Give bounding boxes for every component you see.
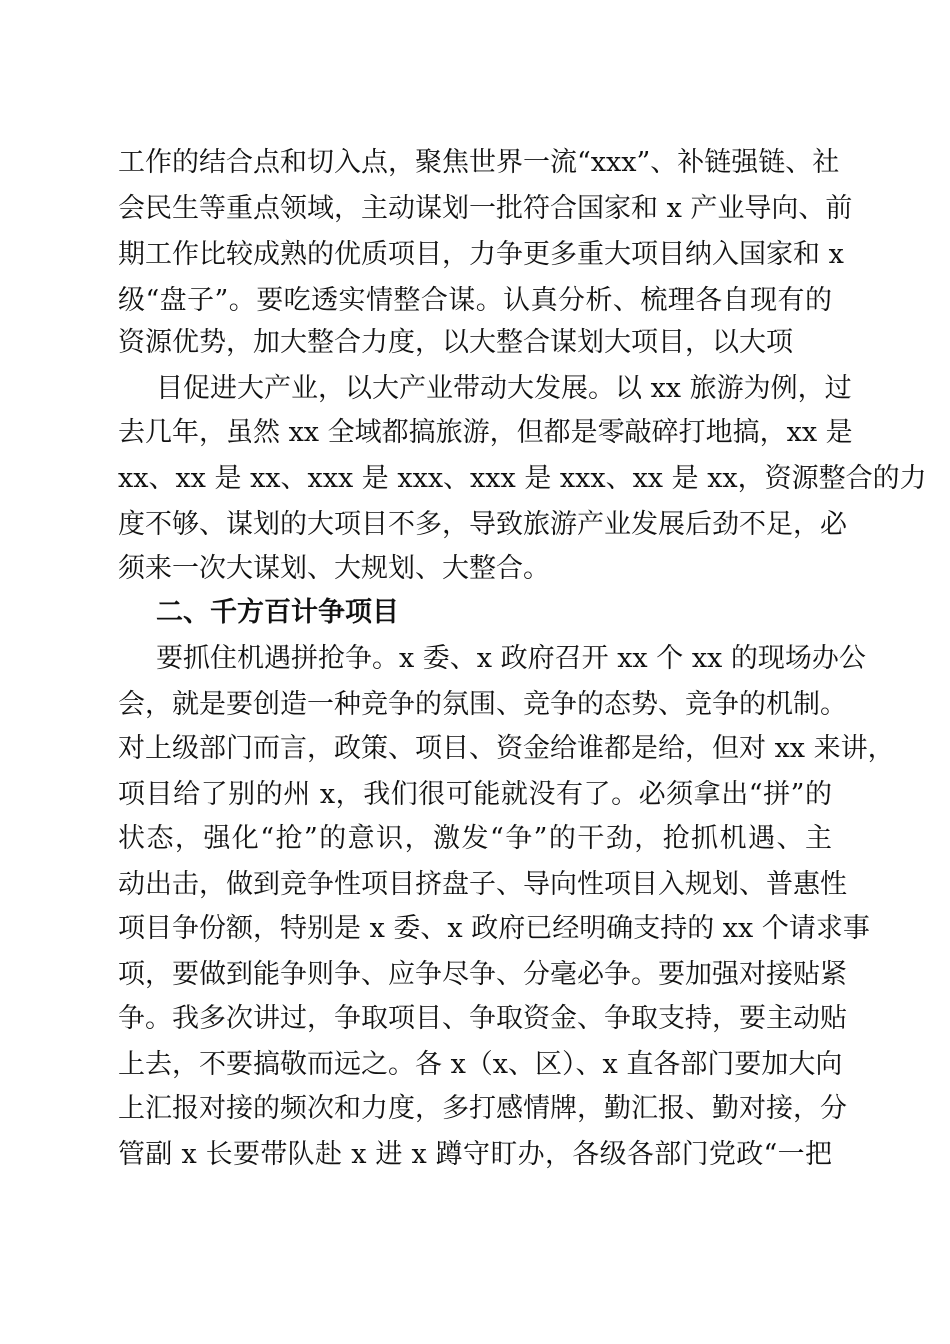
text-line: 项目给了别的州 x，我们很可能就没有了。必须拿出“拼”的: [118, 779, 832, 810]
section-heading: 二、千方百计争项目: [156, 597, 399, 628]
text-line: 资源优势，加大整合力度，以大整合谋划大项目，以大项: [118, 327, 793, 358]
text-line: 目促进大产业，以大产业带动大发展。以 xx 旅游为例，过: [156, 373, 852, 404]
text-line: 上汇报对接的频次和力度，多打感情牌，勤汇报、勤对接，分: [118, 1093, 847, 1124]
text-line: 要抓住机遇拼抢争。x 委、x 政府召开 xx 个 xx 的现场办公: [156, 643, 866, 674]
text-line: 上去，不要搞敬而远之。各 x（x、区）、x 直各部门要加大向: [118, 1049, 843, 1080]
text-line: 须来一次大谋划、大规划、大整合。: [118, 553, 550, 584]
text-line: 会，就是要创造一种竞争的氛围、竞争的态势、竞争的机制。: [118, 689, 847, 720]
text-line: 争。我多次讲过，争取项目、争取资金、争取支持，要主动贴: [118, 1003, 847, 1034]
text-line: xx、xx 是 xx、xxx 是 xxx、xxx 是 xxx、xx 是 xx，资源整合的力: [118, 463, 927, 494]
text-line: 对上级部门而言，政策、项目、资金给谁都是给，但对 xx 来讲，: [118, 733, 895, 764]
text-line: 期工作比较成熟的优质项目，力争更多重大项目纳入国家和 x: [118, 239, 844, 270]
text-line: 动出击，做到竞争性项目挤盘子、导向性项目入规划、普惠性: [118, 869, 847, 900]
text-line: 项，要做到能争则争、应争尽争、分毫必争。要加强对接贴紧: [118, 959, 847, 990]
text-line: 级“盘子”。要吃透实情整合谋。认真分析、梳理各自现有的: [118, 285, 832, 316]
text-line: 管副 x 长要带队赴 x 进 x 蹲守盯办，各级各部门党政“一把: [118, 1139, 832, 1170]
text-line: 会民生等重点领域，主动谋划一批符合国家和 x 产业导向、前: [118, 193, 853, 224]
text-line: 工作的结合点和切入点，聚焦世界一流“xxx”、补链强链、社: [118, 147, 840, 178]
text-line: 去几年，虽然 xx 全域都搞旅游，但都是零敲碎打地搞，xx 是: [118, 417, 853, 448]
text-line: 项目争份额，特别是 x 委、x 政府已经明确支持的 xx 个请求事: [118, 913, 870, 944]
text-line: 状态，强化“抢”的意识，激发“争”的干劲，抢抓机遇、主: [118, 823, 832, 854]
text-line: 度不够、谋划的大项目不多，导致旅游产业发展后劲不足，必: [118, 509, 847, 540]
